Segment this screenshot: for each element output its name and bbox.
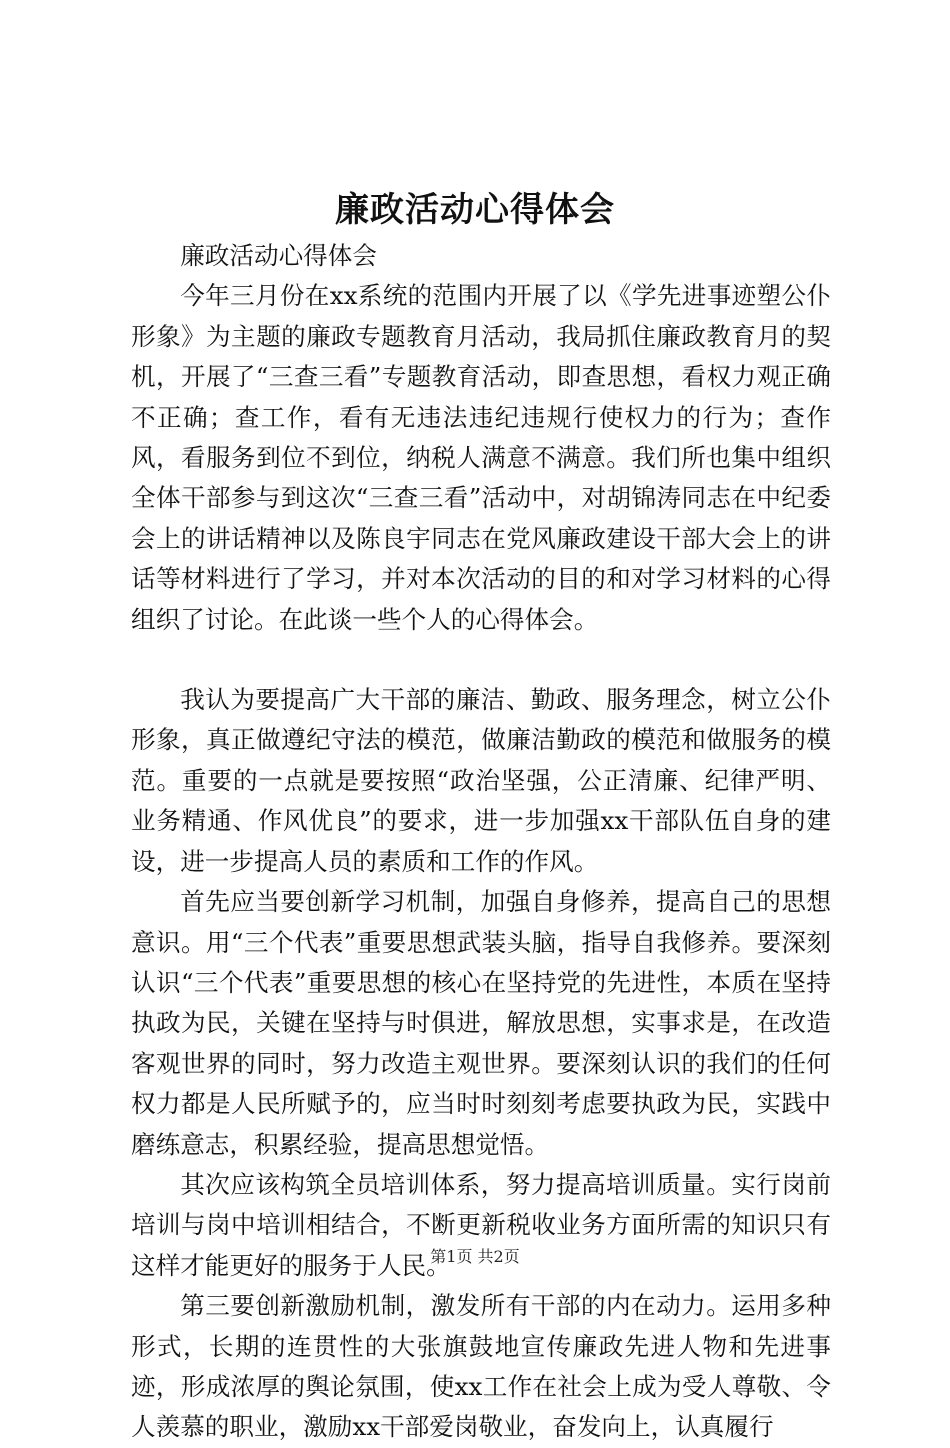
paragraph-first: 首先应当要创新学习机制，加强自身修养，提高自己的思想意识。用“三个代表”重要思想武装头脑，指导自我修养。要深刻认识“三个代表”重要思想的核心在坚持党的先进性，本质在坚持执政为民，关键在坚持与时俱进，解放思想，实事求是，在改造客观世界的同时，努力改造主观世界。要深刻认识的我们的任何权力都是人民所赋予的，应当时时刻刻考虑要执政为民，实践中磨练意志，积累经验，提高思想觉悟。	[131, 887, 831, 1159]
paragraph-third: 第三要创新激励机制，激发所有干部的内在动力。运用多种形式，长期的连贯性的大张旗鼓地宣传廉政先进人物和先进事迹，形成浓厚的舆论氛围，使xx工作在社会上成为受人尊敬、令人羡慕的职业，激励xx干部爱岗敬业，奋发向上，认真履行	[131, 1291, 831, 1442]
paragraph-subtitle: 廉政活动心得体会	[180, 241, 377, 270]
document-title: 廉政活动心得体会	[335, 190, 615, 230]
page-number: 第1页 共2页	[430, 1247, 520, 1266]
paragraph-second: 其次应该构筑全员培训体系，努力提高培训质量。实行岗前培训与岗中培训相结合，不断更新税收业务方面所需的知识只有这样才能更好的服务于人民。	[131, 1169, 831, 1280]
paragraph-intro: 今年三月份在xx系统的范围内开展了以《学先进事迹塑公仆形象》为主题的廉政专题教育月活动，我局抓住廉政教育月的契机，开展了“三查三看”专题教育活动，即查思想，看权力观正确不正确；查工作，看有无违法违纪违规行使权力的行为；查作风，看服务到位不到位，纳税人满意不满意。我们所也集中组织全体干部参与到这次“三查三看”活动中，对胡锦涛同志在中纪委会上的讲话精神以及陈良宇同志在党风廉政建设干部大会上的讲话等材料进行了学习，并对本次活动的目的和对学习材料的心得组织了讨论。在此谈一些个人的心得体会。	[131, 281, 831, 634]
paragraph-view: 我认为要提高广大干部的廉洁、勤政、服务理念，树立公仆形象，真正做遵纪守法的模范，做廉洁勤政的模范和做服务的模范。重要的一点就是要按照“政治坚强，公正清廉、纪律严明、业务精通、作风优良”的要求，进一步加强xx干部队伍自身的建设，进一步提高人员的素质和工作的作风。	[131, 685, 831, 876]
